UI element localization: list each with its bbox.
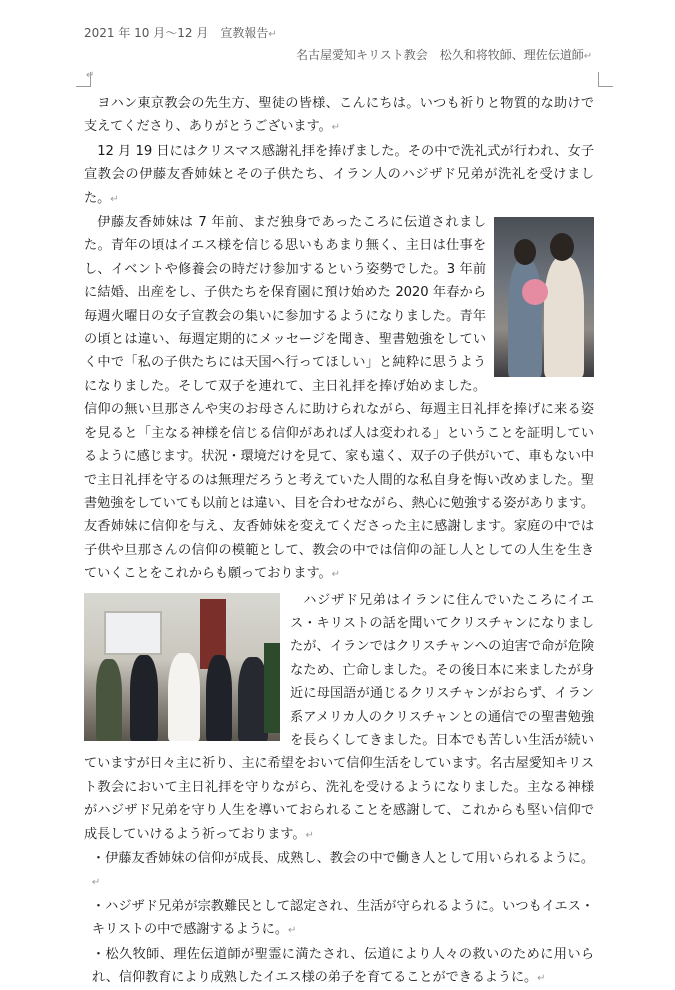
screen: [104, 611, 162, 655]
photo-baptism-group: [84, 593, 280, 741]
paragraph-greeting-text: ヨハン東京教会の先生方、聖徒の皆様、こんにちは。いつも祈りと物質的な助けで支えてくださり、ありがとうございます。: [84, 96, 594, 135]
paragraph-hajizad: [84, 589, 594, 847]
prayer-item-2: [84, 895, 594, 943]
paragraph-mark: ↵: [110, 193, 119, 205]
empty-paragraph-mark: ↵: [86, 70, 95, 81]
figure-right: [544, 257, 584, 377]
figure-left: [508, 259, 542, 377]
prayer-item-2-text: ・ハジザド兄弟が宗教難民として認定され、生活が守られるように。いつもイエス・キリストの中で感謝するように。: [91, 898, 594, 938]
document-body: [84, 92, 594, 990]
paragraph-mark: ↵: [305, 829, 314, 841]
bouquet: [522, 279, 548, 305]
paragraph-ito-text: 伊藤友香姉妹は 7 年前、まだ独身であったころに伝道されました。青年の頃はイエス様を信じる思いもあまり無く、主日は仕事をし、イベントや修養会の時だけ参加するという姿勢でした。3 年前に結婚、出産をし、子供たちを保育園に預け始めた 2020 年春から毎週火曜日の女子宣教会の集いに参加するようになりました。青年の頃とは違い、毎週定期的にメッセージを聞き、聖書勉強をしていく中で「私の子供たちには天国へ行ってほしい」と純粋に思うようになりました。そして双子を連れて、主日礼拝を捧げ始めました。信仰の無い旦那さんや実のお母さんに助けられながら、毎週主日礼拝を捧げに来る姿を見ると「主なる神様を信じる信仰があれば人は変われる」ということを証明しているように感じます。状況・環境だけを見て、家も遠く、双子の子供がいて、車もない中で主日礼拝を守るのは無理だろうと考えていた人間的な私自身を悔い改めました。聖書勉強をしていても以前とは違い、目を合わせながら、熱心に勉強する姿があります。友香姉妹に信仰を与え、友香姉妹を変えてくださった主に感謝します。家庭の中では子供や旦那さんの信仰の模範として、教会の中では信仰の証し人としての人生を生きていくことをこれからも願っております。: [84, 215, 594, 582]
paragraph-mark: ↵: [331, 569, 340, 581]
photo-ito-sister: [494, 217, 594, 377]
paragraph-christmas-text: 12 月 19 日にはクリスマス感謝礼拝を捧げました。その中で洗礼式が行われ、女子宣教会の伊藤友香姉妹とその子供たち、イラン人のハジザド兄弟が洗礼を受けました。: [84, 143, 594, 206]
person-2: [130, 655, 158, 741]
prayer-item-1-text: ・伊藤友香姉妹の信仰が成長、成熟し、教会の中で働き人として用いられるように。: [91, 851, 594, 866]
crop-mark-right: [598, 72, 613, 87]
prayer-item-3: [84, 943, 594, 990]
paragraph-mark: ↵: [91, 877, 101, 889]
paragraph-christmas: [84, 140, 594, 211]
paragraph-ito: [84, 211, 594, 587]
paragraph-hajizad-text: ハジザド兄弟はイランに住んでいたころにイエス・キリストの話を聞いてクリスチャンになりましたが、イランではクリスチャンへの迫害で命が危険なため、亡命しました。その後日本に来ましたが身近に母国語が通じるクリスチャンがおらず、イラン系アメリカ人のクリスチャンとの通信での聖書勉強を長らくしてきました。日本でも苦しい生活が続いていますが日々主に祈り、主に希望をおいて信仰生活をしています。名古屋愛知キリスト教会において主日礼拝を守りながら、洗礼を受けるようになりました。主なる神様がハジザド兄弟を守り人生を導いておられることを感謝して、これからも堅い信仰で成長していけるよう祈っております。: [84, 592, 594, 842]
paragraph-greeting: [84, 92, 594, 140]
report-author: [296, 46, 592, 63]
prayer-item-1: [84, 847, 594, 895]
figure-right-head: [550, 233, 574, 261]
pastor-white-robe: [168, 653, 200, 741]
paragraph-mark: ↵: [287, 925, 297, 937]
paragraph-mark: ↵: [268, 29, 277, 40]
christmas-tree: [264, 643, 280, 733]
report-title-text: 2021 年 10 月〜12 月 宣教報告: [84, 26, 269, 40]
report-author-text: 名古屋愛知キリスト教会 松久和将牧師、理佐伝道師: [296, 48, 584, 62]
paragraph-mark: ↵: [331, 122, 340, 134]
prayer-item-3-text: ・松久牧師、理佐伝道師が聖霊に満たされ、伝道により人々の救いのために用いられ、信仰教育により成熟したイエス様の弟子を育てることができるように。: [91, 946, 594, 986]
paragraph-mark: ↵: [537, 973, 546, 985]
person-4: [206, 655, 232, 741]
figure-left-head: [514, 239, 536, 265]
paragraph-mark: ↵: [583, 51, 593, 62]
report-title: [84, 24, 277, 41]
person-1: [96, 659, 122, 741]
